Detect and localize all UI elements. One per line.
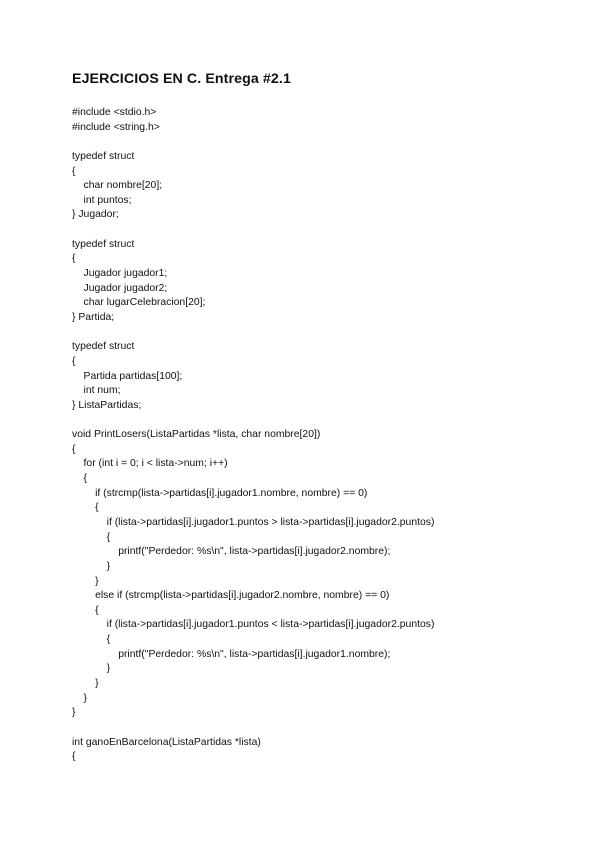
- code-line: [72, 326, 434, 341]
- code-line: {: [72, 634, 111, 646]
- code-line: int puntos;: [72, 194, 132, 206]
- code-line: #include <string.h>: [72, 121, 160, 133]
- code-line: [72, 223, 434, 238]
- code-line: printf("Perdedor: %s\n", lista->partidas[i].jugador1.nombre);: [72, 648, 391, 660]
- code-line: }: [72, 663, 111, 675]
- code-line: }: [72, 692, 88, 704]
- code-line: int num;: [72, 385, 121, 397]
- code-line: typedef struct: [72, 238, 135, 250]
- code-line: } Partida;: [72, 311, 115, 323]
- code-line: } ListaPartidas;: [72, 399, 142, 411]
- code-line: {: [72, 751, 76, 763]
- code-line: printf("Perdedor: %s\n", lista->partidas[i].jugador2.nombre);: [72, 546, 391, 558]
- code-line: if (strcmp(lista->partidas[i].jugador1.nombre, nombre) == 0): [72, 487, 368, 499]
- code-line: for (int i = 0; i < lista->num; i++): [72, 458, 228, 470]
- code-line: }: [72, 677, 99, 689]
- code-line: #include <stdio.h>: [72, 107, 157, 118]
- code-line: {: [72, 473, 88, 485]
- code-line: }: [72, 560, 111, 572]
- code-line: }: [72, 707, 76, 719]
- code-line: else if (strcmp(lista->partidas[i].jugador2.nombre, nombre) == 0): [72, 590, 390, 602]
- code-line: [72, 135, 434, 150]
- code-line: Jugador jugador1;: [72, 268, 168, 280]
- code-line: char lugarCelebracion[20];: [72, 297, 206, 309]
- code-line: {: [72, 502, 99, 514]
- code-line: }: [72, 575, 99, 587]
- code-line: if (lista->partidas[i].jugador1.puntos > lista->partidas[i].jugador2.puntos): [72, 516, 435, 528]
- code-line: typedef struct: [72, 341, 135, 353]
- code-listing: [72, 106, 434, 765]
- code-line: {: [72, 531, 111, 543]
- code-line: if (lista->partidas[i].jugador1.puntos < lista->partidas[i].jugador2.puntos): [72, 619, 435, 631]
- code-line: [72, 721, 434, 736]
- code-line: } Jugador;: [72, 209, 119, 221]
- code-line: {: [72, 253, 76, 265]
- code-line: [72, 413, 434, 428]
- code-line: void PrintLosers(ListaPartidas *lista, char nombre[20]): [72, 429, 321, 441]
- code-line: int ganoEnBarcelona(ListaPartidas *lista): [72, 736, 261, 748]
- code-line: {: [72, 355, 76, 367]
- code-line: Partida partidas[100];: [72, 370, 183, 382]
- document-title: EJERCICIOS EN C. Entrega #2.1: [72, 71, 291, 87]
- code-line: typedef struct: [72, 150, 135, 162]
- code-line: Jugador jugador2;: [72, 282, 168, 294]
- code-line: {: [72, 604, 99, 616]
- code-line: char nombre[20];: [72, 180, 163, 192]
- code-line: {: [72, 443, 76, 455]
- code-line: {: [72, 165, 76, 177]
